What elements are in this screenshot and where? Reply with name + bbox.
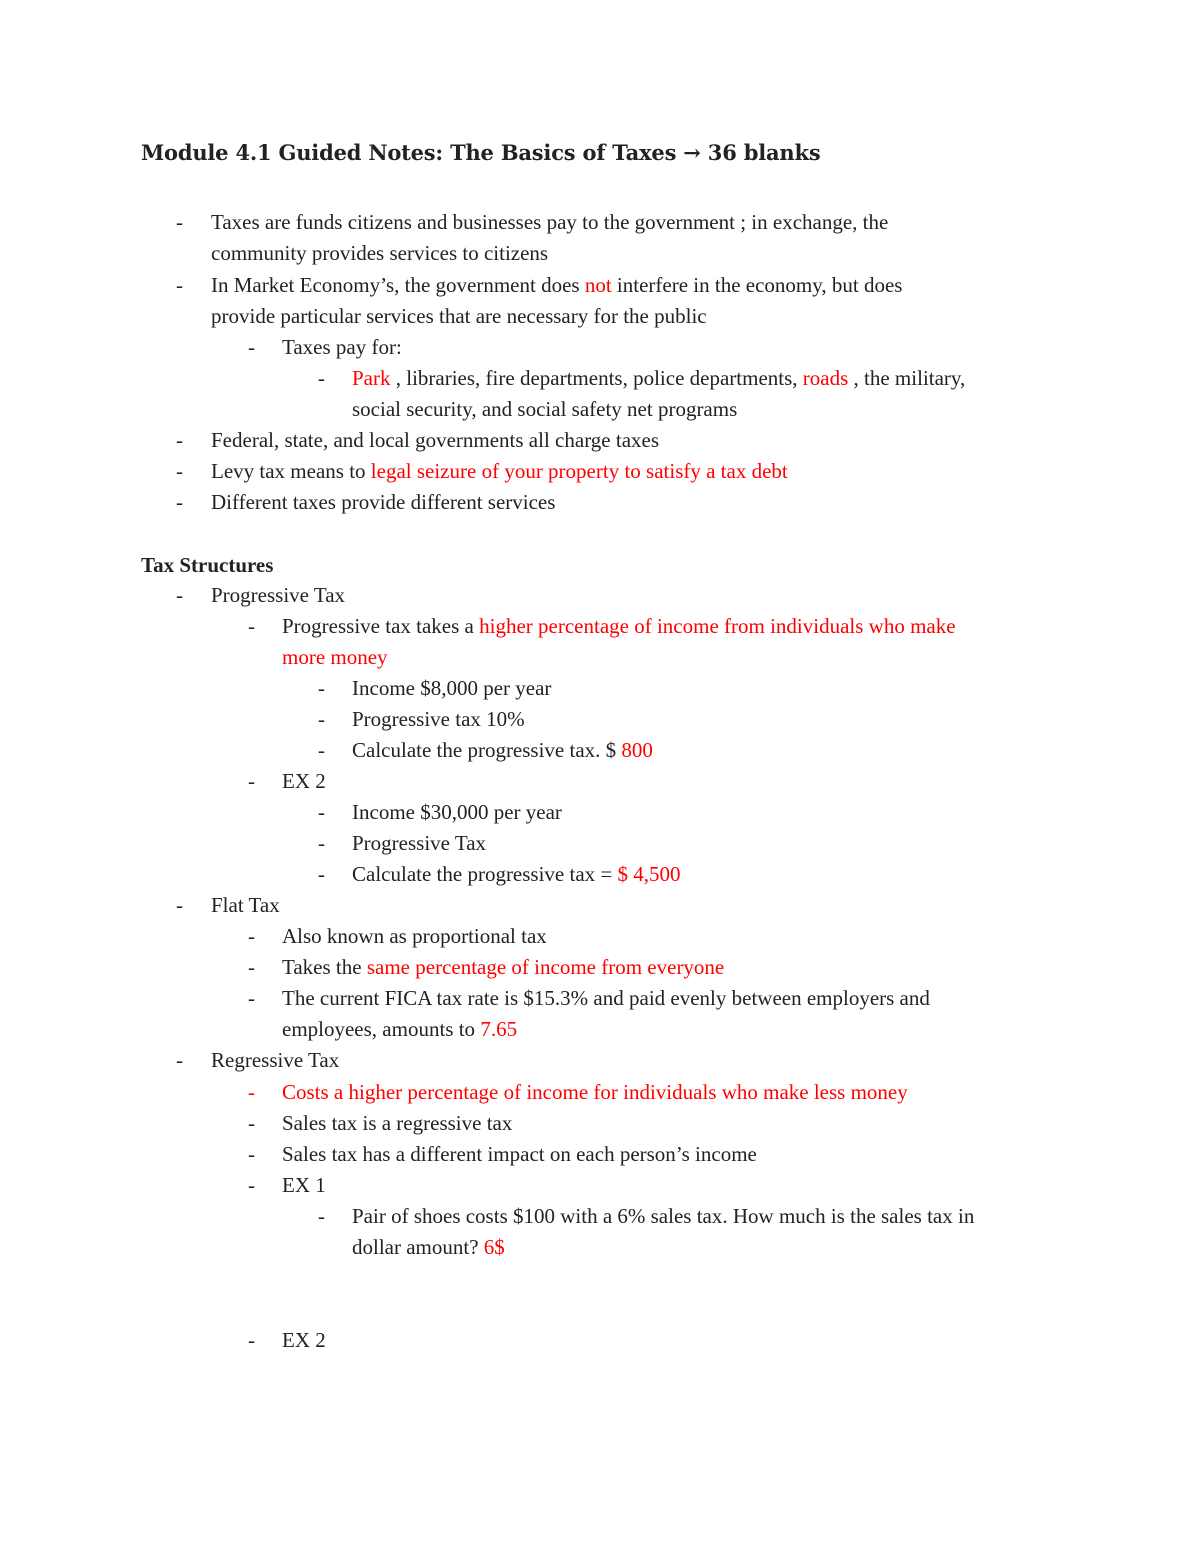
note-line-governments: Federal, state, and local governments all charge taxes [211, 428, 660, 452]
section-heading-tax-structures: Tax Structures [141, 553, 274, 577]
note-line-same-percentage [282, 952, 724, 983]
note-line-different-taxes: Different taxes provide different services [211, 490, 556, 514]
note-line-proportional: Also known as proportional tax [282, 924, 547, 948]
bullet-dash: - [248, 986, 255, 1010]
bullet-dash: - [248, 1328, 255, 1352]
bullet-dash: - [248, 955, 255, 979]
note-line-ex1: EX 1 [282, 1173, 326, 1197]
bullet-dash: - [248, 1173, 255, 1197]
document-title: Module 4.1 Guided Notes: The Basics of Taxes → 36 blanks [141, 140, 821, 165]
note-line-shoes: Pair of shoes costs $100 with a 6% sales tax. How much is the sales tax in [352, 1204, 975, 1228]
note-line-market-economy-cont: provide particular services that are necessary for the public [211, 304, 707, 328]
bullet-dash: - [176, 459, 183, 483]
note-line-ex2: EX 2 [282, 769, 326, 793]
note-line-sales-tax-impact: Sales tax has a different impact on each person’s income [282, 1142, 757, 1166]
bullet-dash: - [318, 366, 325, 390]
note-line-income-8000: Income $8,000 per year [352, 676, 552, 700]
note-line-calc-progressive-1 [352, 735, 653, 766]
answer-blank: not [584, 273, 612, 297]
text: employees, amounts to [282, 1017, 481, 1041]
bullet-dash: - [248, 1142, 255, 1166]
answer-blank: $ 4,500 [617, 862, 681, 886]
text: dollar amount? [352, 1235, 484, 1259]
bullet-dash: - [248, 1111, 255, 1135]
text: Calculate the progressive tax = [352, 862, 618, 886]
note-line-progressive-definition-cont: more money [282, 645, 388, 669]
note-line-regressive-definition: Costs a higher percentage of income for individuals who make less money [282, 1080, 908, 1104]
text: Progressive tax takes a [282, 614, 480, 638]
text: , libraries, fire departments, police departments, [390, 366, 803, 390]
note-line-calc-progressive-2 [352, 859, 681, 890]
text: Takes the [282, 955, 367, 979]
bullet-dash: - [176, 893, 183, 917]
bullet-dash: - [248, 1080, 255, 1104]
bullet-dash: - [318, 707, 325, 731]
note-line-market-economy [211, 270, 902, 301]
answer-blank: legal seizure of your property to satisfy a tax debt [370, 459, 788, 483]
answer-blank: roads [802, 366, 849, 390]
bullet-dash: - [248, 769, 255, 793]
bullet-dash: - [318, 862, 325, 886]
bullet-dash: - [318, 676, 325, 700]
note-line-progressive-definition [282, 611, 956, 642]
note-line-shoes-cont [352, 1232, 505, 1263]
text: Calculate the progressive tax. $ [352, 738, 622, 762]
answer-blank: same percentage of income from everyone [366, 955, 725, 979]
note-line-levy [211, 456, 788, 487]
bullet-dash: - [318, 800, 325, 824]
bullet-dash: - [176, 273, 183, 297]
bullet-dash: - [318, 831, 325, 855]
note-line-services-list [352, 363, 965, 394]
bullet-dash: - [248, 614, 255, 638]
bullet-dash: - [176, 583, 183, 607]
bullet-dash: - [176, 490, 183, 514]
note-line-fica: The current FICA tax rate is $15.3% and paid evenly between employers and [282, 986, 930, 1010]
note-line-progressive-10: Progressive tax 10% [352, 707, 525, 731]
note-line-taxes-definition-cont: community provides services to citizens [211, 241, 549, 265]
note-line-fica-cont [282, 1014, 517, 1045]
text: Levy tax means to [211, 459, 371, 483]
text: In Market Economy’s, the government does [211, 273, 585, 297]
text: , the military, [848, 366, 966, 390]
bullet-dash: - [248, 924, 255, 948]
note-line-regressive-tax: Regressive Tax [211, 1048, 340, 1072]
note-line-taxes-definition: Taxes are funds citizens and businesses pay to the government ; in exchange, the [211, 210, 889, 234]
answer-blank: 7.65 [480, 1017, 518, 1041]
bullet-dash: - [176, 210, 183, 234]
note-line-sales-tax-regressive: Sales tax is a regressive tax [282, 1111, 513, 1135]
bullet-dash: - [176, 1048, 183, 1072]
note-line-taxes-pay-for: Taxes pay for: [282, 335, 402, 359]
note-line-progressive-tax-ex2: Progressive Tax [352, 831, 487, 855]
note-line-ex2-regressive: EX 2 [282, 1328, 326, 1352]
text: interfere in the economy, but does [611, 273, 903, 297]
note-line-progressive-tax: Progressive Tax [211, 583, 346, 607]
bullet-dash: - [176, 428, 183, 452]
bullet-dash: - [318, 1204, 325, 1228]
answer-blank: 800 [621, 738, 653, 762]
answer-blank: higher percentage of income from individuals who make [479, 614, 956, 638]
note-line-flat-tax: Flat Tax [211, 893, 280, 917]
bullet-dash: - [248, 335, 255, 359]
note-line-income-30000: Income $30,000 per year [352, 800, 562, 824]
answer-blank: 6$ [483, 1235, 505, 1259]
bullet-dash: - [318, 738, 325, 762]
note-line-services-list-cont: social security, and social safety net programs [352, 397, 738, 421]
answer-blank: Park [352, 366, 391, 390]
